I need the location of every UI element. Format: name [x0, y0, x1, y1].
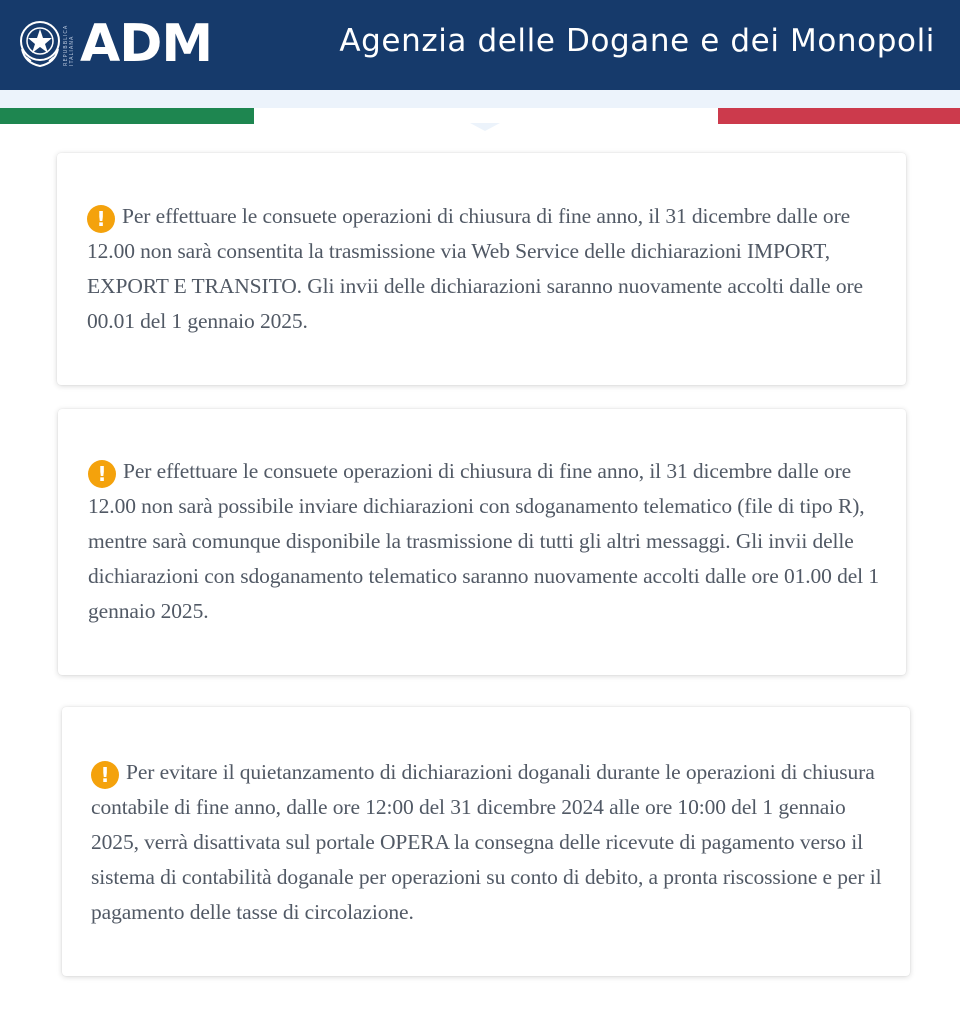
notice-text: Per effettuare le consuete operazioni di chiusura di fine anno, il 31 dicembre dalle ore 12.00 non sarà consentita la trasmissione via Web Service delle dichiarazioni IMPORT, EXPORT E TRANSITO. Gli invii delle dichiarazioni saranno nuovamente accolti dalle ore 00.01 del 1 gennaio 2025.: [87, 204, 863, 333]
warning-icon: !: [87, 205, 115, 233]
notice-card: [58, 409, 906, 675]
header-band: [0, 90, 960, 108]
warning-icon: !: [88, 460, 116, 488]
italian-republic-emblem-icon: [17, 17, 63, 69]
notice-text: Per effettuare le consuete operazioni di chiusura di fine anno, il 31 dicembre dalle ore 12.00 non sarà possibile inviare dichiarazioni con sdoganamento telematico (file di tipo R), mentre sarà comunque disponibile la trasmissione di tutti gli altri messaggi. Gli invii delle dichiarazioni con sdoganamento telematico saranno nuovamente accolti dalle ore 01.00 del 1 gennaio 2025.: [88, 459, 879, 623]
flag-stripe-green: [0, 108, 254, 124]
notice-paragraph: [88, 454, 886, 629]
notice-text: Per evitare il quietanzamento di dichiarazioni doganali durante le operazioni di chiusura contabile di fine anno, dalle ore 12:00 del 31 dicembre 2024 alle ore 10:00 del 1 gennaio 2025, verrà disattivata sul portale OPERA la consegna delle ricevute di pagamento verso il sistema di contabilità doganale per operazioni su conto di debito, a pronta riscossione e per il pagamento delle tasse di circolazione.: [91, 760, 882, 924]
notice-paragraph: [87, 199, 886, 339]
band-notch: [470, 123, 500, 131]
flag-stripe-red: [718, 108, 960, 124]
adm-logo[interactable]: ADM: [80, 14, 213, 74]
agency-title: Agenzia delle Dogane e dei Monopoli: [339, 23, 935, 59]
notice-card: [62, 707, 910, 976]
notice-card: [57, 153, 906, 385]
emblem-caption: REPUBBLICA ITALIANA: [63, 24, 75, 66]
site-header: [0, 0, 960, 90]
notice-paragraph: [91, 755, 890, 930]
warning-icon: !: [91, 761, 119, 789]
